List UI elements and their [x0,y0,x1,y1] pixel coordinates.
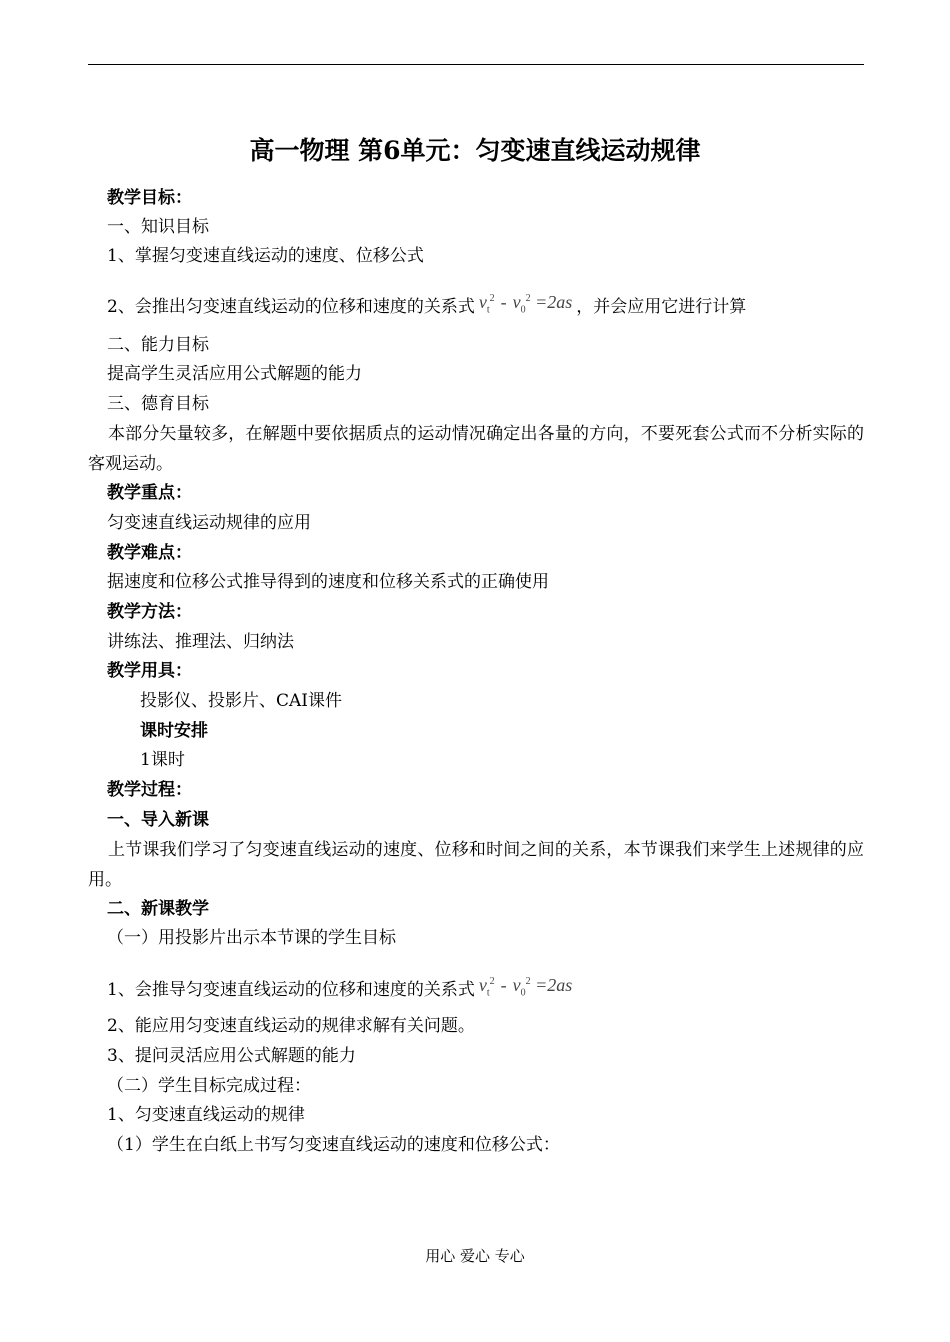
student-goal-2: 2、能应用匀变速直线运动的规律求解有关问题。 [107,1016,475,1036]
process-item-1: 1、匀变速直线运动的规律 [107,1105,305,1125]
heading-new-lesson: 二、新课教学 [107,899,209,919]
knowledge-goal-2-suffix: ，并会应用它进行计算 [576,297,747,317]
student-goal-1 [107,970,576,1006]
page-footer: 用心 爱心 专心 [425,1247,525,1265]
key-points-text: 匀变速直线运动规律的应用 [107,513,311,533]
header-rule [88,64,864,65]
class-schedule-text: 1课时 [140,750,185,770]
heading-class-schedule: 课时安排 [140,721,208,741]
ability-goal-heading: 二、能力目标 [107,335,209,355]
teaching-tools-text: 投影仪、投影片、CAI课件 [140,691,342,711]
teaching-methods-text: 讲练法、推理法、归纳法 [107,632,294,652]
heading-teaching-tools: 教学用具： [107,661,192,681]
heading-key-points: 教学重点： [107,483,192,503]
heading-teaching-goals: 教学目标： [107,188,192,208]
velocity-displacement-formula: $v_t^2 - v_0^2 =2as$ [478,292,573,316]
process-item-1-1: （1）学生在白纸上书写匀变速直线运动的速度和位移公式： [107,1135,560,1155]
velocity-displacement-formula-2: $v_t^2 - v_0^2 =2as$ [478,975,573,999]
knowledge-goal-1: 1、掌握匀变速直线运动的速度、位移公式 [107,246,424,266]
student-goal-1-text: 1、会推导匀变速直线运动的位移和速度的关系式 [107,980,475,1000]
student-goal-3: 3、提问灵活应用公式解题的能力 [107,1046,356,1066]
subheading-goal-process: （二）学生目标完成过程： [107,1076,311,1096]
knowledge-goal-heading: 一、知识目标 [107,217,209,237]
ability-goal-text: 提高学生灵活应用公式解题的能力 [107,364,362,384]
document-title: 高一物理 第6单元：匀变速直线运动规律 [249,136,701,165]
moral-goal-heading: 三、德育目标 [107,394,209,414]
heading-teaching-process: 教学过程： [107,780,192,800]
difficult-points-text: 据速度和位移公式推导得到的速度和位移关系式的正确使用 [107,572,549,592]
heading-difficult-points: 教学难点： [107,543,192,563]
knowledge-goal-2-text: 2、会推出匀变速直线运动的位移和速度的关系式 [107,297,475,317]
knowledge-goal-2 [107,287,746,323]
subheading-show-goals: （一）用投影片出示本节课的学生目标 [107,928,396,948]
moral-goal-paragraph: 本部分矢量较多，在解题中要依据质点的运动情况确定出各量的方向，不要死套公式而不分析实际的客观运动。 [88,424,864,474]
introduction-paragraph: 上节课我们学习了匀变速直线运动的速度、位移和时间之间的关系，本节课我们来学生上述规律的应用。 [88,840,864,890]
heading-introduction: 一、导入新课 [107,810,209,830]
heading-teaching-methods: 教学方法： [107,602,192,622]
